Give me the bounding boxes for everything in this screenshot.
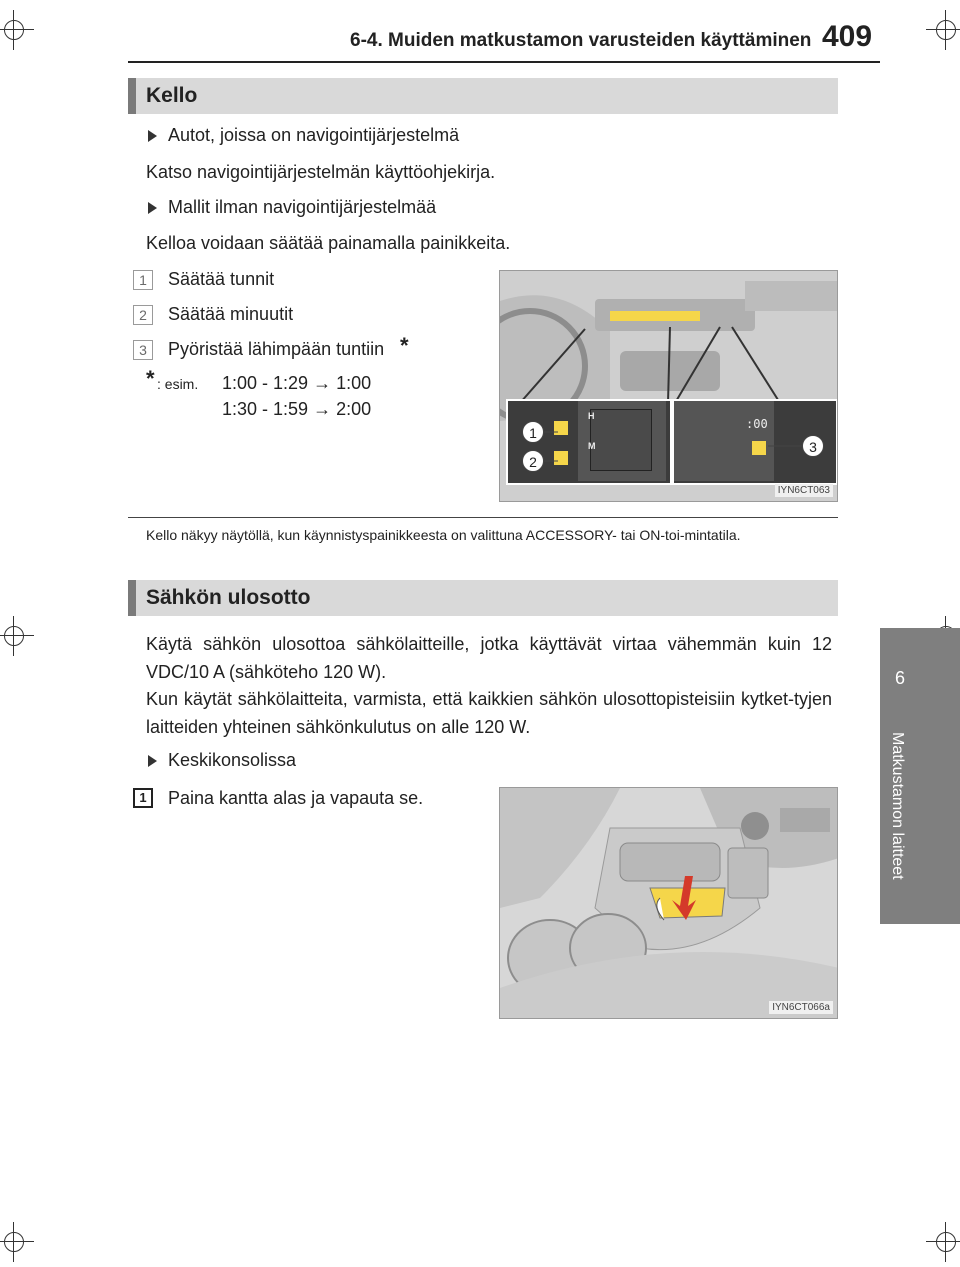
paragraph: Käytä sähkön ulosottoa sähkölaitteille, jotka käyttävät virtaa vähemmän kuin 12 VDC/10 A (sähköteho 120 W). [146,634,832,682]
crop-mark-bottom-left [0,1222,34,1262]
paragraph: Kun käytät sähkölaitteita, varmista, että kaikkien sähkön ulosottopisteisiin kytket-tyjen laitteiden yhteinen sähkönkulutus on alle 120 W. [146,689,832,737]
note-text: Kello näkyy näytöllä, kun käynnistyspainikkeesta on valittuna ACCESSORY- tai ON-toi-mintatila. [146,527,741,543]
step-text: Paina kantta alas ja vapauta se. [168,788,424,808]
footnote-line: 1:30 - 1:59 → 2:00 [222,399,372,419]
footnote-asterisk: * [146,366,155,391]
list-item: Pyöristää lähimpään tuntiin [168,339,385,359]
paragraph: Kelloa voidaan säätää painamalla painikkeita. [146,233,511,253]
item-number-badge: 2 [133,305,153,325]
list-item: Säätää tunnit [168,269,275,289]
console-illustration [500,788,838,1019]
page-number: 409 [822,20,873,53]
figure-center-console [499,787,838,1019]
note-rule [128,517,838,518]
bullet-triangle-icon [148,130,157,142]
clock-display: :00 [746,417,768,431]
bullet-text: Autot, joissa on navigointijärjestelmä [168,125,460,145]
item-number-badge: 1 [133,270,153,290]
section-heading-power-outlet [128,580,838,616]
figure-clock-buttons [499,270,838,502]
chapter-label: Matkustamon laitteet [889,732,906,880]
callout-2: 2 [522,450,544,472]
list-item: Säätää minuutit [168,304,294,324]
button-h-label: H [588,411,595,421]
crop-mark-mid-left [0,616,34,656]
bullet-text: Mallit ilman navigointijärjestelmää [168,197,437,217]
button-m-label: M [588,441,596,451]
crop-mark-top-left [0,10,34,50]
section-title: Kello [146,84,198,107]
chapter-number: 6 [894,668,905,688]
step-number-badge: 1 [133,788,153,808]
bullet-text: Keskikonsolissa [168,750,297,770]
crop-mark-top-right [926,10,960,50]
section-title: Sähkön ulosotto [146,586,311,609]
bullet-triangle-icon [148,202,157,214]
running-header: 6-4. Muiden matkustamon varusteiden käyttäminen [350,30,812,51]
callout-leader-lines [500,271,838,502]
section-heading-clock [128,78,838,114]
asterisk-marker: * [400,333,409,358]
header-rule [128,61,880,63]
crop-mark-bottom-right [926,1222,960,1262]
bullet-triangle-icon [148,755,157,767]
footnote-line: 1:00 - 1:29 → 1:00 [222,373,372,393]
paragraph: Katso navigointijärjestelmän käyttöohjekirja. [146,162,496,182]
footnote-prefix: : esim. [157,376,199,392]
figure-code: IYN6CT063 [775,484,833,497]
callout-3: 3 [802,435,824,457]
item-number-badge: 3 [133,340,153,360]
callout-1: 1 [522,421,544,443]
figure-code: IYN6CT066a [769,1001,833,1014]
